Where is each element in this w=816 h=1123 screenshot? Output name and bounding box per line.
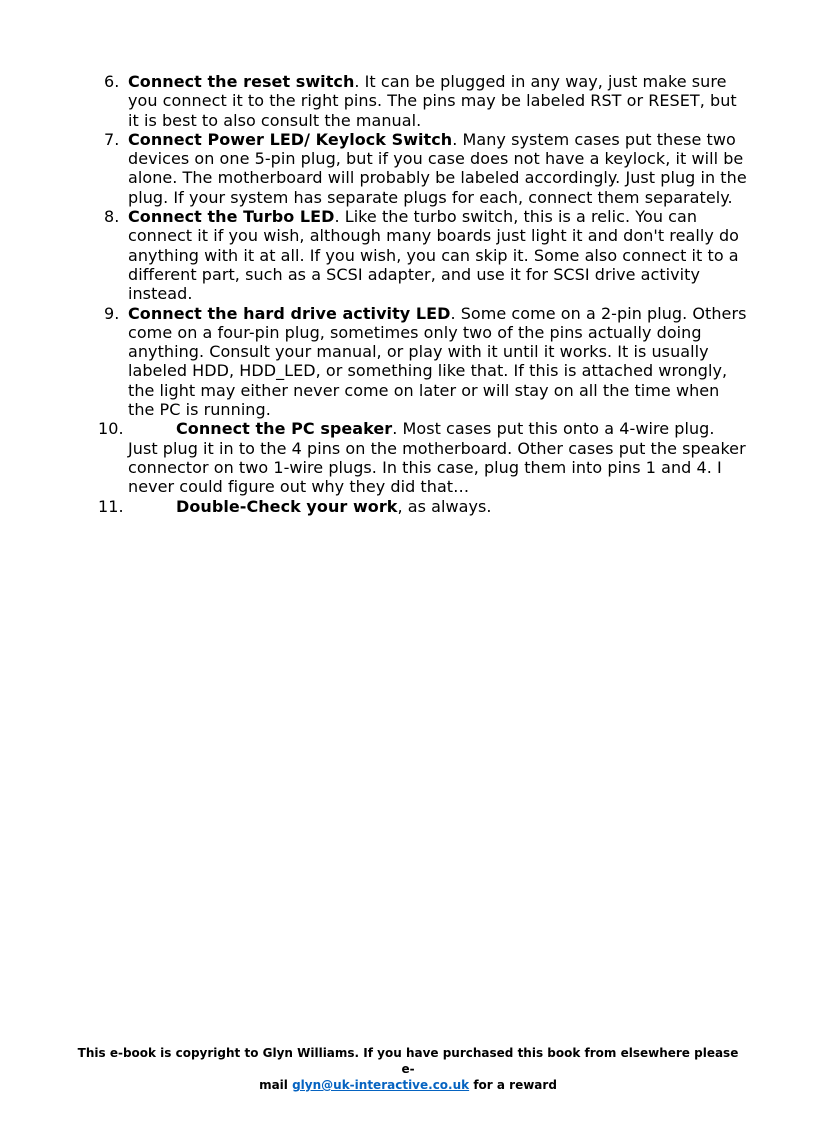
step-title: Connect the hard drive activity LED (128, 303, 451, 323)
step-title: Connect the Turbo LED (128, 207, 335, 227)
footer-prefix: mail (259, 1078, 293, 1092)
assembly-steps-list (98, 72, 748, 516)
step-power-led-keylock (98, 130, 748, 207)
footer-line-2 (70, 1077, 746, 1093)
step-hdd-activity-led (98, 304, 748, 420)
step-number: 9. (104, 303, 120, 323)
step-number: 11. (98, 496, 124, 516)
step-text: . Most cases put this onto a 4-wire plug. Just plug it in to the 4 pins on the motherboard. Other cases put the speaker connector on two 1-wire plugs. In this case, plug them into pins 1 and 4. I never could figure out why they did that… (128, 419, 746, 497)
step-text: . Like the turbo switch, this is a relic. You can connect it if you wish, although many boards just light it and don't really do anything with it at all. If you wish, you can skip it. Some also connect it to a different part, such as a SCSI adapter, and use it for SCSI drive activity instead. (128, 207, 740, 304)
step-number: 8. (104, 207, 120, 227)
footer-line-1: This e-book is copyright to Glyn Williams. If you have purchased this book from elsewhere please e- (77, 1046, 739, 1076)
step-pc-speaker (98, 419, 748, 496)
copyright-footer (70, 1045, 746, 1093)
step-reset-switch (98, 72, 748, 130)
step-title: Connect the PC speaker (176, 419, 393, 439)
step-text: , as always. (397, 496, 492, 516)
step-text: . It can be plugged in any way, just make sure you connect it to the right pins. The pins may be labeled RST or RESET, but it is best to also consult the manual. (128, 72, 737, 130)
step-title: Connect the reset switch (128, 72, 355, 91)
step-turbo-led (98, 207, 748, 303)
step-text: . Some come on a 2-pin plug. Others come on a four-pin plug, sometimes only two of the pins actually doing anything. Consult your manual, or play with it until it works. It is usually labeled HDD, HDD_LED, or something like that. If this is attached wrongly, the light may either never come on later or will stay on all the time when the PC is running. (128, 303, 747, 420)
footer-suffix: for a reward (469, 1078, 557, 1092)
step-number: 7. (104, 129, 120, 149)
step-title: Connect Power LED/ Keylock Switch (128, 129, 453, 149)
step-title: Double-Check your work (176, 496, 398, 516)
step-text: . Many system cases put these two devices on one 5-pin plug, but if you case does not have a keylock, it will be alone. The motherboard will probably be labeled accordingly. Just plug in the plug. If your system has separate plugs for each, connect them separately. (128, 129, 747, 207)
email-link[interactable]: glyn@uk-interactive.co.uk (292, 1078, 470, 1092)
step-double-check (98, 497, 748, 516)
step-number: 6. (104, 72, 120, 91)
step-number: 10. (98, 419, 124, 439)
